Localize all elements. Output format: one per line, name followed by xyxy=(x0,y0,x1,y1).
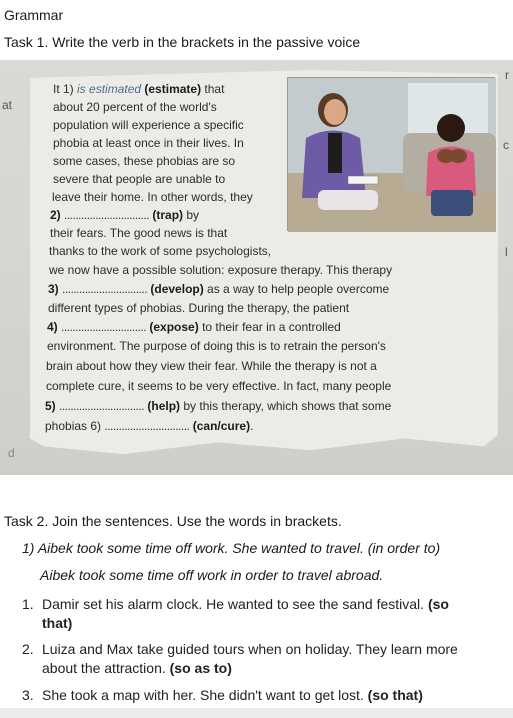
text-line: thanks to the work of some psychologists, xyxy=(49,244,272,258)
gap-line: 5) .............................. (help) by this therapy, which shows that some xyxy=(45,399,392,413)
textbook-photo xyxy=(0,60,513,475)
text-line: leave their home. In other words, they xyxy=(52,190,253,204)
answer-gap: .............................. xyxy=(61,320,147,334)
text-line: about 20 percent of the world's xyxy=(53,100,217,114)
answer-gap: .............................. xyxy=(59,399,145,413)
section-title: Grammar xyxy=(4,7,64,23)
exercise-item: 2. Luiza and Max take guided tours when on holiday. They learn more about the attraction. (so as to) xyxy=(22,641,458,676)
margin-mark: c xyxy=(503,138,509,152)
text-line: population will experience a specific xyxy=(53,118,244,132)
therapist-and-child-picture xyxy=(288,78,496,232)
text-line: brain about how they view their fear. While the therapy is not a xyxy=(46,359,377,373)
margin-mark: r xyxy=(505,68,509,82)
task-1-title: Task 1. Write the verb in the brackets in the passive voice xyxy=(4,34,361,50)
gap-line: 4) .............................. (expose) to their fear in a controlled xyxy=(47,320,341,334)
page-bottom-edge xyxy=(0,708,513,718)
exercise-item: 1. Damir set his alarm clock. He wanted to see the sand festival. (so that) xyxy=(22,596,449,631)
margin-mark: d xyxy=(8,446,15,460)
gap-line: 2) .............................. (trap) by xyxy=(50,208,200,222)
text-line: some cases, these phobias are so xyxy=(53,154,236,168)
text-line: different types of phobias. During the therapy, the patient xyxy=(48,301,350,315)
text-line: their fears. The good news is that xyxy=(50,226,228,240)
margin-mark: l xyxy=(505,245,508,259)
answer-gap: .............................. xyxy=(62,282,148,296)
answer-gap: .............................. xyxy=(64,208,150,222)
answer-example: is estimated xyxy=(77,82,142,96)
text-line: we now have a possible solution: exposure therapy. This therapy xyxy=(49,263,393,277)
gap-line: phobias 6) .............................. (can/cure). xyxy=(45,419,254,433)
therapy-illustration xyxy=(287,77,495,231)
task-2-title: Task 2. Join the sentences. Use the words in brackets. xyxy=(4,513,342,529)
text-line: It 1) is estimated (estimate) that xyxy=(53,82,225,96)
example-answer: Aibek took some time off work in order to travel abroad. xyxy=(40,567,384,583)
text-line: phobia at least once in their lives. In xyxy=(53,136,244,150)
answer-gap: .............................. xyxy=(104,419,190,433)
gap-line: 3) .............................. (develop) as a way to help people overcome xyxy=(48,282,390,296)
exercise-item: 3. She took a map with her. She didn't want to get lost. (so that) xyxy=(22,687,423,703)
text-line: severe that people are unable to xyxy=(53,172,226,186)
text-line: complete cure, it seems to be very effective. In fact, many people xyxy=(46,379,392,393)
example-prompt: 1) Aibek took some time off work. She wanted to travel. (in order to) xyxy=(22,540,441,556)
margin-mark: at xyxy=(2,98,13,112)
text-line: environment. The purpose of doing this is to retrain the person's xyxy=(47,339,386,353)
